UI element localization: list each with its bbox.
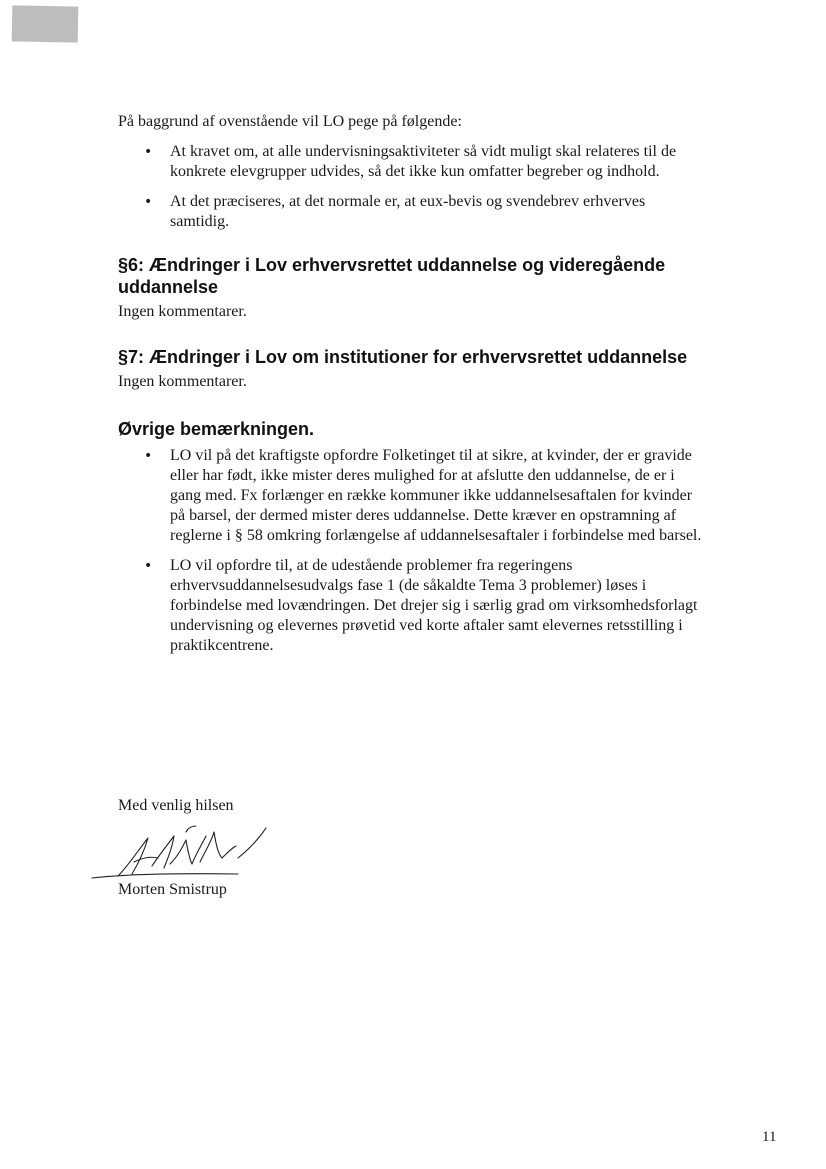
list-item: • LO vil opfordre til, at de udestående problemer fra regeringens erhvervsuddannelsesudvalgs fase 1 (de såkaldte Tema 3 problemer) løses i forbindelse med lovændringen. Det drejer sig i særlig grad om virksomhedsforlagt undervisning og elevernes prøvetid ved korte aftaler samt elevernes retsstilling i praktikcentrene. — [118, 556, 708, 656]
intro-text: På baggrund af ovenstående vil LO pege på følgende: — [118, 113, 462, 130]
closing-text: Med venlig hilsen — [118, 797, 234, 814]
list-item: • At kravet om, at alle undervisningsaktiviteter så vidt muligt skal relateres til de konkrete elevgrupper udvides, så det ikke kun omfatter begreber og indhold. — [118, 142, 708, 182]
section-6-heading: §6: Ændringer i Lov erhvervsrettet uddannelse og videregående uddannelse — [118, 254, 666, 297]
document-body — [118, 112, 708, 666]
signer-name: Morten Smistrup — [118, 881, 227, 898]
section-7-heading: §7: Ændringer i Lov om institutioner for erhvervsrettet uddannelse — [118, 347, 688, 367]
ovrige-heading: Øvrige bemærkningen. — [118, 418, 315, 439]
handwritten-signature-icon — [88, 818, 288, 889]
section-7-text: Ingen kommentarer. — [118, 373, 247, 390]
scan-corner-mark — [12, 5, 79, 42]
section-6-text: Ingen kommentarer. — [118, 302, 247, 320]
bullet-list-ovrige — [118, 446, 708, 656]
list-item: • LO vil på det kraftigste opfordre Folketinget til at sikre, at kvinder, der er gravide eller har født, ikke mister deres mulighed for at afslutte den uddannelse, de er i gang med. Fx forlænger en række kommuner ikke uddannelsesaftalen for kvinder på barsel, der dermed mister deres uddannelse. Dette kræver en opstramning af reglerne i § 58 omkring forlængelse af uddannelsesaftaler i forbindelse med barsel. — [118, 446, 708, 546]
list-item: • At det præciseres, at det normale er, at eux-bevis og svendebrev erhverves samtidig. — [118, 192, 708, 232]
page-number: 11 — [762, 1129, 777, 1145]
bullet-list-lo-points — [118, 142, 708, 232]
